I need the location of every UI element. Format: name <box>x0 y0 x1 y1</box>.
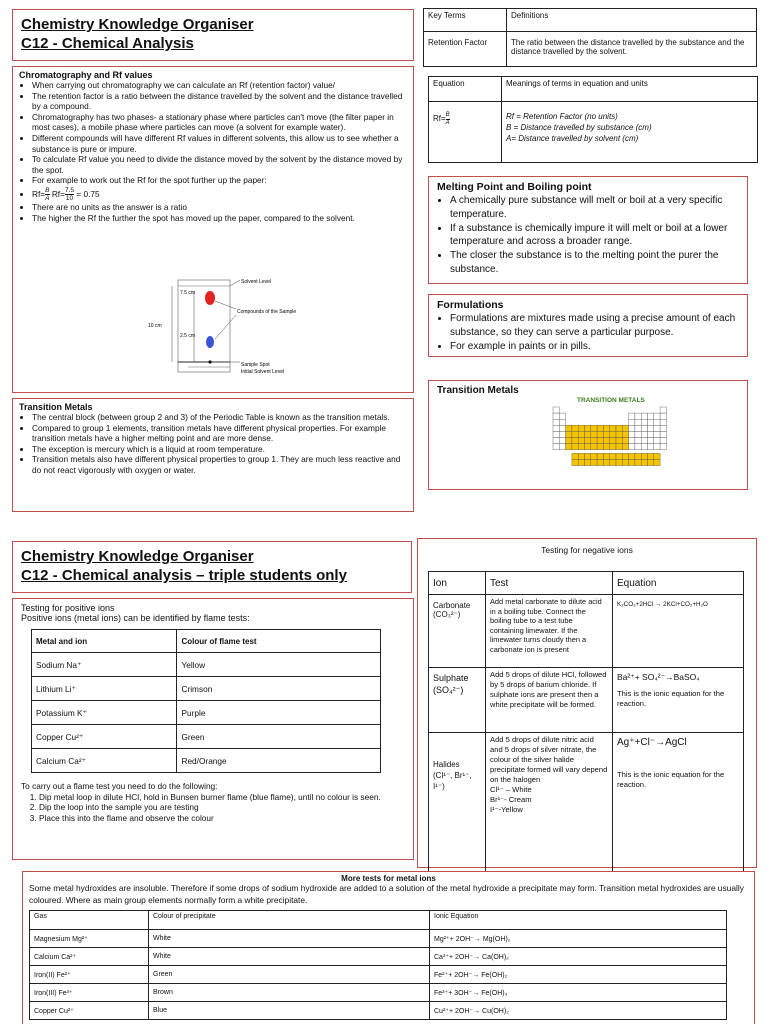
list-item: • A chemically pure substance will melt or boil at a very specific temperature. <box>450 194 739 222</box>
periodic-cell <box>610 453 616 459</box>
periodic-cell <box>610 431 616 437</box>
periodic-cell <box>635 419 641 425</box>
list-item: • The closer the substance is to the melting point the purer the substance. <box>450 249 739 277</box>
table-row <box>32 725 381 749</box>
periodic-cell <box>597 453 603 459</box>
metal-cell: Iron(III) Fe³⁺ <box>30 984 149 1002</box>
transition-right-heading: Transition Metals <box>437 385 519 396</box>
periodic-cell <box>641 444 647 450</box>
periodic-cell <box>654 438 660 444</box>
periodic-cell <box>622 425 628 431</box>
table-row <box>429 733 744 880</box>
precipitate-cell: Green <box>149 966 430 984</box>
periodic-cell <box>610 438 616 444</box>
periodic-cell <box>616 425 622 431</box>
flame-colour-cell: Yellow <box>177 653 381 677</box>
periodic-cell <box>553 438 559 444</box>
periodic-cell <box>559 444 565 450</box>
melting-point-box <box>428 176 748 284</box>
key-terms-header: Key Terms <box>424 9 507 32</box>
list-item: • The exception is mercury which is a liquid at room temperature. <box>32 444 407 455</box>
periodic-cell <box>616 444 622 450</box>
transition-metals-label: TRANSITION METALS <box>577 397 645 404</box>
periodic-cell <box>635 431 641 437</box>
periodic-cell <box>629 459 635 465</box>
halide-colour: I¹⁻-Yellow <box>490 805 523 814</box>
periodic-cell <box>635 413 641 419</box>
metal-ion-header: Metal and ion <box>32 630 177 653</box>
table-row <box>30 966 727 984</box>
periodic-cell <box>622 444 628 450</box>
periodic-cell <box>616 431 622 437</box>
flame-steps-list <box>21 792 405 824</box>
test-cell <box>486 733 613 880</box>
periodic-cell <box>635 425 641 431</box>
periodic-cell <box>553 431 559 437</box>
periodic-cell <box>622 453 628 459</box>
ionic-equation-cell: Fe²⁺+ 2OH⁻→ Fe(OH)₂ <box>430 966 727 984</box>
periodic-cell <box>566 438 572 444</box>
rf-formula: • Rf= $\frac{B}{A}$ Rf= $\frac{7.5}{10}$ = 0.75 <box>32 186 407 202</box>
equation-cell: Rf= $\frac{B}{A}$ <box>429 102 502 163</box>
list-item: 1. Dip metal loop in dilute HCl, hold in Bunsen burner flame (blue flame), until no colour is seen. <box>39 792 405 803</box>
periodic-cell <box>629 453 635 459</box>
equation-text: Ba²⁺+ SO₄²⁻→BaSO₄ <box>617 672 700 682</box>
periodic-cell <box>566 444 572 450</box>
periodic-cell <box>597 444 603 450</box>
periodic-cell <box>616 453 622 459</box>
periodic-cell <box>648 413 654 419</box>
periodic-cell <box>648 438 654 444</box>
precipitate-cell: White <box>149 948 430 966</box>
test-cell: Add 5 drops of dilute HCl, followed by 5 drops of barium chloride. If sulphate ions are present then a white precipitate will be formed. <box>486 668 613 733</box>
precipitate-cell: Blue <box>149 1002 430 1020</box>
periodic-cell <box>559 431 565 437</box>
periodic-cell <box>660 419 666 425</box>
periodic-cell <box>603 438 609 444</box>
blue-spot <box>206 336 214 348</box>
periodic-cell <box>578 438 584 444</box>
list-item: 2. Dip the loop into the sample you are testing <box>39 802 405 813</box>
periodic-cell <box>629 419 635 425</box>
periodic-cell <box>553 444 559 450</box>
periodic-cell <box>597 425 603 431</box>
periodic-cell <box>559 438 565 444</box>
precipitate-cell: Brown <box>149 984 430 1002</box>
periodic-cell <box>559 419 565 425</box>
equation-note: This is the ionic equation for the reaction. <box>617 689 725 708</box>
periodic-cell <box>635 444 641 450</box>
periodic-cell <box>585 444 591 450</box>
periodic-cell <box>603 453 609 459</box>
periodic-cell <box>572 425 578 431</box>
metal-cell: Magnesium Mg²⁺ <box>30 930 149 948</box>
periodic-cell <box>641 431 647 437</box>
periodic-cell <box>616 459 622 465</box>
metal-ions-box <box>22 871 755 1024</box>
equation-cell <box>613 668 744 733</box>
flame-colour-cell: Red/Orange <box>177 749 381 773</box>
periodic-cell <box>591 444 597 450</box>
periodic-cell <box>654 453 660 459</box>
periodic-cell <box>578 459 584 465</box>
positive-ions-intro: Positive ions (metal ions) can be identified by flame tests: <box>21 613 250 623</box>
distance-75-label: 7.5 cm <box>180 290 196 296</box>
equation-table <box>428 76 758 163</box>
ion-header: Ion <box>429 572 486 595</box>
metal-ion-cell: Copper Cu²⁺ <box>32 725 177 749</box>
periodic-cell <box>641 459 647 465</box>
periodic-cell <box>603 459 609 465</box>
metal-ion-cell: Lithium Li⁺ <box>32 677 177 701</box>
meanings-header: Meanings of terms in equation and units <box>502 77 758 102</box>
melting-list <box>437 194 739 277</box>
periodic-cell <box>660 413 666 419</box>
periodic-cell <box>622 431 628 437</box>
periodic-cell <box>641 425 647 431</box>
periodic-cell <box>648 431 654 437</box>
periodic-cell <box>572 431 578 437</box>
precipitate-cell: White <box>149 930 430 948</box>
negative-ions-box <box>417 538 757 868</box>
table-row <box>30 984 727 1002</box>
periodic-cell <box>654 425 660 431</box>
ion-cell: Sulphate (SO₄²⁻) <box>429 668 486 733</box>
equation-col-header: Equation <box>613 572 744 595</box>
periodic-cell <box>641 419 647 425</box>
transition-list <box>19 412 407 476</box>
table-row <box>30 1002 727 1020</box>
table-row <box>30 948 727 966</box>
formulations-box <box>428 294 748 357</box>
list-item: • There are no units as the answer is a ratio <box>32 202 407 213</box>
periodic-cell <box>648 419 654 425</box>
periodic-cell <box>591 459 597 465</box>
sample-spot-label: Sample Spot <box>241 362 270 368</box>
table-row <box>32 653 381 677</box>
ionic-equation-cell: Fe³⁺+ 3OH⁻→ Fe(OH)₃ <box>430 984 727 1002</box>
periodic-cell <box>610 425 616 431</box>
periodic-cell <box>629 431 635 437</box>
periodic-cell <box>616 438 622 444</box>
periodic-cell <box>603 444 609 450</box>
list-item: • Transition metals also have different physical properties to group 1. They are much less reactive and do not react vigorously with oxygen or water. <box>32 454 407 475</box>
periodic-cell <box>641 438 647 444</box>
metal-ions-heading: More tests for metal ions <box>341 874 436 883</box>
table-row <box>30 930 727 948</box>
metal-ions-intro: Some metal hydroxides are insoluble. Therefore if some drops of sodium hydroxide are added to a solution of the metal hydroxide a precipitate may form. Transition metal hydroxides are usually coloured. Where as main group elements normally form a white precipitate. <box>29 883 744 905</box>
equation-cell <box>613 733 744 880</box>
ion-cell: Carbonate (CO₃²⁻) <box>429 595 486 668</box>
flame-colour-cell: Crimson <box>177 677 381 701</box>
meanings-cell <box>502 102 758 163</box>
halide-colour: Cl¹⁻ – White <box>490 785 532 794</box>
list-item: • The central block (between group 2 and 3) of the Periodic Table is known as the transition metals. <box>32 412 407 423</box>
periodic-cell <box>629 413 635 419</box>
periodic-cell <box>591 425 597 431</box>
periodic-cell <box>585 459 591 465</box>
periodic-cell <box>603 431 609 437</box>
periodic-cell <box>629 438 635 444</box>
test-header: Test <box>486 572 613 595</box>
periodic-cell <box>610 459 616 465</box>
periodic-cell <box>660 438 666 444</box>
flame-colour-header: Colour of flame test <box>177 630 381 653</box>
ionic-equation-cell: Mg²⁺+ 2OH⁻→ Mg(OH)₂ <box>430 930 727 948</box>
periodic-cell <box>641 413 647 419</box>
periodic-cell <box>654 444 660 450</box>
metal-ion-cell: Potassium K⁺ <box>32 701 177 725</box>
metal-ion-cell: Sodium Na⁺ <box>32 653 177 677</box>
positive-ions-heading: Testing for positive ions <box>21 603 115 613</box>
metal-hydroxide-table <box>29 910 727 1020</box>
periodic-cell <box>660 425 666 431</box>
periodic-cell <box>591 431 597 437</box>
periodic-cell <box>553 407 559 413</box>
periodic-cell <box>660 431 666 437</box>
periodic-cell <box>597 459 603 465</box>
flame-colour-cell: Purple <box>177 701 381 725</box>
metal-cell: Copper Cu²⁺ <box>30 1002 149 1020</box>
transition-metals-image-box <box>428 380 748 490</box>
transition-left-heading: Transition Metals <box>19 402 93 412</box>
periodic-cell <box>572 438 578 444</box>
formulations-list <box>437 312 739 353</box>
periodic-cell <box>635 459 641 465</box>
list-item: • For example to work out the Rf for the spot further up the paper: <box>32 175 407 186</box>
halide-colour: Br¹⁻- Cream <box>490 795 532 804</box>
periodic-table-image <box>549 393 689 483</box>
table-row <box>429 668 744 733</box>
periodic-cell <box>629 425 635 431</box>
sample-spot-dot <box>208 360 211 363</box>
positive-ions-box <box>12 598 414 860</box>
list-item: • Compared to group 1 elements, transition metals have different physical properties. For example transition metals have a higher melting point and are more dense. <box>32 423 407 444</box>
flame-colour-cell: Green <box>177 725 381 749</box>
periodic-cell <box>660 407 666 413</box>
periodic-cell <box>566 431 572 437</box>
periodic-cell <box>635 438 641 444</box>
list-item: • To calculate Rf value you need to divide the distance moved by the solvent by the distance moved by the spot. <box>32 154 407 175</box>
periodic-cell <box>597 431 603 437</box>
table-row <box>32 701 381 725</box>
periodic-cell <box>553 419 559 425</box>
ionic-equation-cell: Cu²⁺+ 2OH⁻→ Cu(OH)₂ <box>430 1002 727 1020</box>
list-item: • When carrying out chromatography we can calculate an Rf (retention factor) value/ <box>32 80 407 91</box>
metal-cell: Iron(II) Fe²⁺ <box>30 966 149 984</box>
periodic-cell <box>641 453 647 459</box>
periodic-cell <box>622 459 628 465</box>
chromatography-diagram <box>148 279 308 379</box>
periodic-cell <box>648 425 654 431</box>
distance-10-label: 10 cm <box>148 323 162 329</box>
periodic-cell <box>654 459 660 465</box>
periodic-cell <box>566 425 572 431</box>
flame-test-table <box>31 629 381 773</box>
key-terms-table <box>423 8 757 67</box>
definitions-header: Definitions <box>507 9 757 32</box>
test-text: Add 5 drops of dilute nitric acid and 5 drops of silver nitrate, the colour of the silver halide precipitate formed will vary depend on the halogen <box>490 735 608 784</box>
periodic-cell <box>559 413 565 419</box>
meaning-line: B = Distance travelled by substance (cm) <box>506 123 652 132</box>
key-term-cell: Retention Factor <box>424 32 507 67</box>
periodic-cell <box>597 438 603 444</box>
negative-ions-table <box>428 571 744 880</box>
periodic-cell <box>629 444 635 450</box>
periodic-cell <box>654 419 660 425</box>
periodic-cell <box>578 453 584 459</box>
periodic-cell <box>654 413 660 419</box>
red-spot <box>205 291 215 305</box>
chromatography-heading: Chromatography and Rf values <box>19 70 153 80</box>
table-row <box>429 595 744 668</box>
periodic-cell <box>660 444 666 450</box>
transition-metals-box <box>12 398 414 512</box>
chromatography-box <box>12 66 414 393</box>
periodic-cell <box>585 431 591 437</box>
periodic-cell <box>553 425 559 431</box>
meaning-line: A= Distance travelled by solvent (cm) <box>506 134 639 143</box>
list-item: • The retention factor is a ratio between the distance travelled by the solvent and the distance travelled by a compound. <box>32 91 407 112</box>
periodic-cell <box>585 438 591 444</box>
periodic-cell <box>648 459 654 465</box>
metal-ion-cell: Calcium Ca²⁺ <box>32 749 177 773</box>
list-item: • For example in paints or in pills. <box>450 340 739 354</box>
header-box-2 <box>12 541 412 593</box>
equation-cell: K₂CO₃+2HCl → 2KCl+CO₂+H₂O <box>613 595 744 668</box>
header-box-1 <box>12 9 414 61</box>
periodic-cell <box>591 438 597 444</box>
list-item: • Different compounds will have different Rf values in different solvents, this allow us to see whether a substance is pure or impure. <box>32 133 407 154</box>
periodic-cell <box>622 438 628 444</box>
list-item: • Formulations are mixtures made using a precise amount of each substance, so they can serve a particular purpose. <box>450 312 739 340</box>
formulations-heading: Formulations <box>437 299 504 311</box>
equation-header: Equation <box>429 77 502 102</box>
periodic-cell <box>610 444 616 450</box>
periodic-cell <box>648 444 654 450</box>
ionic-equation-header: Ionic Equation <box>430 911 727 930</box>
list-item: 3. Place this into the flame and observe the colour <box>39 813 405 824</box>
periodic-cell <box>553 413 559 419</box>
equation-note: This is the ionic equation for the reaction. <box>617 770 725 789</box>
list-item: • Chromatography has two phases- a stationary phase where particles can't move (the filter paper in most cases), a mobile phase where particles can move (a solvent for example water). <box>32 112 407 133</box>
flame-steps-intro: To carry out a flame test you need to do the following: <box>21 781 218 791</box>
definition-cell: The ratio between the distance travelled by the substance and the distance travelled by the solvent. <box>507 32 757 67</box>
periodic-cell <box>572 459 578 465</box>
table-row <box>32 677 381 701</box>
periodic-cell <box>559 425 565 431</box>
solvent-level-label: Solvent Level <box>241 279 272 285</box>
periodic-cell <box>654 431 660 437</box>
periodic-cell <box>591 453 597 459</box>
periodic-cell <box>603 425 609 431</box>
precipitate-header: Colour of precipitate <box>149 911 430 930</box>
header2-title-line2: C12 - Chemical analysis – triple students only <box>21 567 347 584</box>
periodic-cell <box>648 453 654 459</box>
melting-heading: Melting Point and Boiling point <box>437 181 592 193</box>
test-cell: Add metal carbonate to dilute acid in a boiling tube. Connect the boiling tube to a test tube containing limewater. If the limewater turns cloudy then a carbonate ion is present <box>486 595 613 668</box>
list-item: • The higher the Rf the further the spot has moved up the paper, compared to the solvent. <box>32 213 407 224</box>
ionic-equation-cell: Ca²⁺+ 2OH⁻→ Ca(OH)₂ <box>430 948 727 966</box>
distance-25-label: 2.5 cm <box>180 333 196 339</box>
ion-cell: Halides (Cl¹⁻, Br¹⁻, I¹⁻) <box>429 733 486 880</box>
header2-title-line1: Chemistry Knowledge Organiser <box>21 548 254 565</box>
initial-solvent-label: Initial Solvent Level <box>241 369 285 375</box>
header-title-line2: C12 - Chemical Analysis <box>21 35 194 52</box>
chromatography-list <box>19 80 407 223</box>
gas-header: Gas <box>30 911 149 930</box>
periodic-cell <box>635 453 641 459</box>
periodic-cell <box>578 431 584 437</box>
periodic-cell <box>572 453 578 459</box>
equation-text: Ag⁺+Cl⁻→AgCl <box>617 737 687 748</box>
metal-cell: Calcium Ca²⁺ <box>30 948 149 966</box>
compounds-label: Compounds of the Sample <box>237 309 297 315</box>
table-row <box>32 749 381 773</box>
periodic-cell <box>585 453 591 459</box>
negative-ions-heading: Testing for negative ions <box>541 545 633 555</box>
periodic-cell <box>572 444 578 450</box>
periodic-cell <box>585 425 591 431</box>
periodic-cell <box>578 444 584 450</box>
header-title-line1: Chemistry Knowledge Organiser <box>21 16 254 33</box>
meaning-line: Rf = Retention Factor (no units) <box>506 112 618 121</box>
list-item: • If a substance is chemically impure it will melt or boil at a lower temperature and across a broader range. <box>450 222 739 250</box>
periodic-cell <box>578 425 584 431</box>
